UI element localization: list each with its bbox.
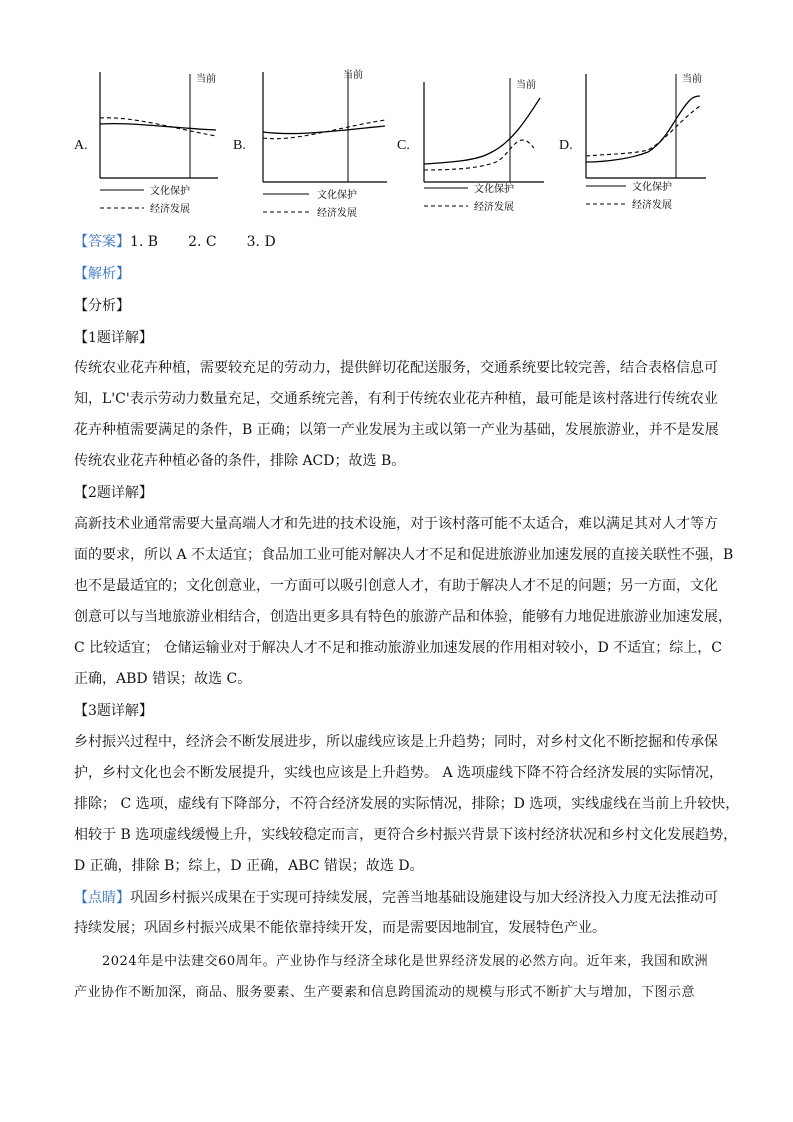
q1-line: 传统农业花卉种植必备的条件，排除 ACD；故选 B。	[74, 453, 406, 469]
chart-c-legend-dashed: 经济发展	[474, 202, 514, 213]
q1-title: 【1题详解】	[74, 330, 153, 346]
q1-line: 传统农业花卉种植，需要较充足的劳动力，提供鲜切花配送服务，交通系统要比较完善，结合表格信息可	[74, 360, 718, 376]
chart-b-economy-line	[263, 120, 385, 139]
answer-item-2: 2. C	[188, 234, 217, 250]
q3-line: 排除； C 选项，虚线有下降部分，不符合经济发展的实际情况，排除；D 选项，实线虚线在当前上升较快，	[74, 796, 740, 812]
next-intro-line: 2024年是中法建交60周年。产业协作与经济全球化是世界经济发展的必然方向。近年来，我国和欧洲	[102, 954, 709, 969]
chart-d-legend-solid: 文化保护	[632, 182, 672, 193]
chart-c-now-label: 当前	[516, 80, 536, 91]
chart-d-economy-line	[586, 106, 700, 156]
q1-line: 花卉种植需要满足的条件，B 正确；以第一产业发展为主或以第一产业为基础，发展旅游业，并不是发展	[74, 422, 719, 438]
chart-a-now-label: 当前	[196, 74, 216, 85]
q3-line: 乡村振兴过程中，经济会不断发展进步，所以虚线应该是上升趋势；同时，对乡村文化不断挖掘和传承保	[74, 734, 718, 750]
chart-b	[255, 60, 390, 220]
chart-a-legend-dashed: 经济发展	[150, 204, 190, 215]
q3-title: 【3题详解】	[74, 703, 153, 719]
analysis-label: 【解析】	[74, 266, 130, 282]
q1-line: 知，L'C'表示劳动力数量充足，交通系统完善，有利于传统农业花卉种植，最可能是该村落进行传统农业	[74, 391, 718, 407]
option-b-letter: B.	[233, 138, 246, 153]
q2-title: 【2题详解】	[74, 485, 153, 501]
q3-line: 护，乡村文化也会不断发展提升，实线也应该是上升趋势。 A 选项虚线下降不符合经济发展的实际情况，	[74, 765, 724, 781]
chart-b-now-label: 当前	[343, 70, 363, 81]
chart-d-legend-dashed: 经济发展	[632, 200, 672, 211]
chart-c	[416, 60, 551, 220]
option-a-letter: A.	[74, 138, 88, 153]
q2-line: 也不是最适宜的；文化创意业，一方面可以吸引创意人才，有助于解决人才不足的问题；另一方面，文化	[74, 578, 718, 594]
answer-label: 【答案】	[74, 234, 130, 250]
chart-a-legend-solid: 文化保护	[150, 186, 190, 197]
option-d-letter: D.	[559, 138, 573, 153]
chart-a	[92, 60, 227, 220]
dianjing-label: 【点睛】	[74, 890, 130, 906]
answer-item-3: 3. D	[246, 234, 276, 250]
q2-line: 高新技术业通常需要大量高端人才和先进的技术设施，对于该村落可能不太适合，难以满足其对人才等方	[74, 516, 718, 532]
answer-line	[74, 232, 734, 252]
q3-line: 相较于 B 选项虚线缓慢上升，实线较稳定而言，更符合乡村振兴背景下该村经济状况和乡村文化发展趋势，	[74, 827, 738, 843]
q2-line: 面的要求，所以 A 不太适宜；食品加工业可能对解决人才不足和促进旅游业加速发展的直接关联性不强，B	[74, 547, 734, 563]
dianjing-line: 持续发展；巩固乡村振兴成果不能依靠持续开发，而是需要因地制宜，发展特色产业。	[74, 920, 606, 936]
chart-c-legend-solid: 文化保护	[474, 184, 514, 195]
answer-item-1: 1. B	[130, 234, 159, 250]
q2-line: 正确，ABD 错误；故选 C。	[74, 671, 252, 687]
chart-b-culture-line	[263, 126, 385, 134]
q2-line: 创意可以与当地旅游业相结合，创造出更多具有特色的旅游产品和体验，能够有力地促进旅游业加速发展，	[74, 609, 732, 625]
dianjing-line	[74, 888, 734, 908]
chart-a-economy-line	[100, 118, 216, 136]
chart-d-culture-line	[586, 96, 700, 162]
next-intro-line: 产业协作不断加深，商品、服务要素、生产要素和信息跨国流动的规模与形式不断扩大与增加，下图示意	[74, 985, 696, 1000]
q3-line: D 正确，排除 B；综上，D 正确，ABC 错误；故选 D。	[74, 858, 424, 874]
dianjing-text: 巩固乡村振兴成果在于实现可持续发展，完善当地基础设施建设与加大经济投入力度无法推动可	[130, 890, 718, 906]
chart-b-legend-solid: 文化保护	[317, 190, 357, 201]
chart-d	[578, 60, 713, 220]
chart-c-culture-line	[424, 98, 540, 164]
fenxi-label: 【分析】	[74, 298, 130, 314]
option-c-letter: C.	[397, 138, 410, 153]
q2-line: C 比较适宜； 仓储运输业对于解决人才不足和推动旅游业加速发展的作用相对较小，D 不适宜；综上，C	[74, 640, 722, 656]
chart-c-economy-line	[424, 140, 534, 170]
answer-option-charts	[0, 60, 793, 230]
chart-d-now-label: 当前	[682, 74, 702, 85]
chart-b-legend-dashed: 经济发展	[317, 208, 357, 219]
